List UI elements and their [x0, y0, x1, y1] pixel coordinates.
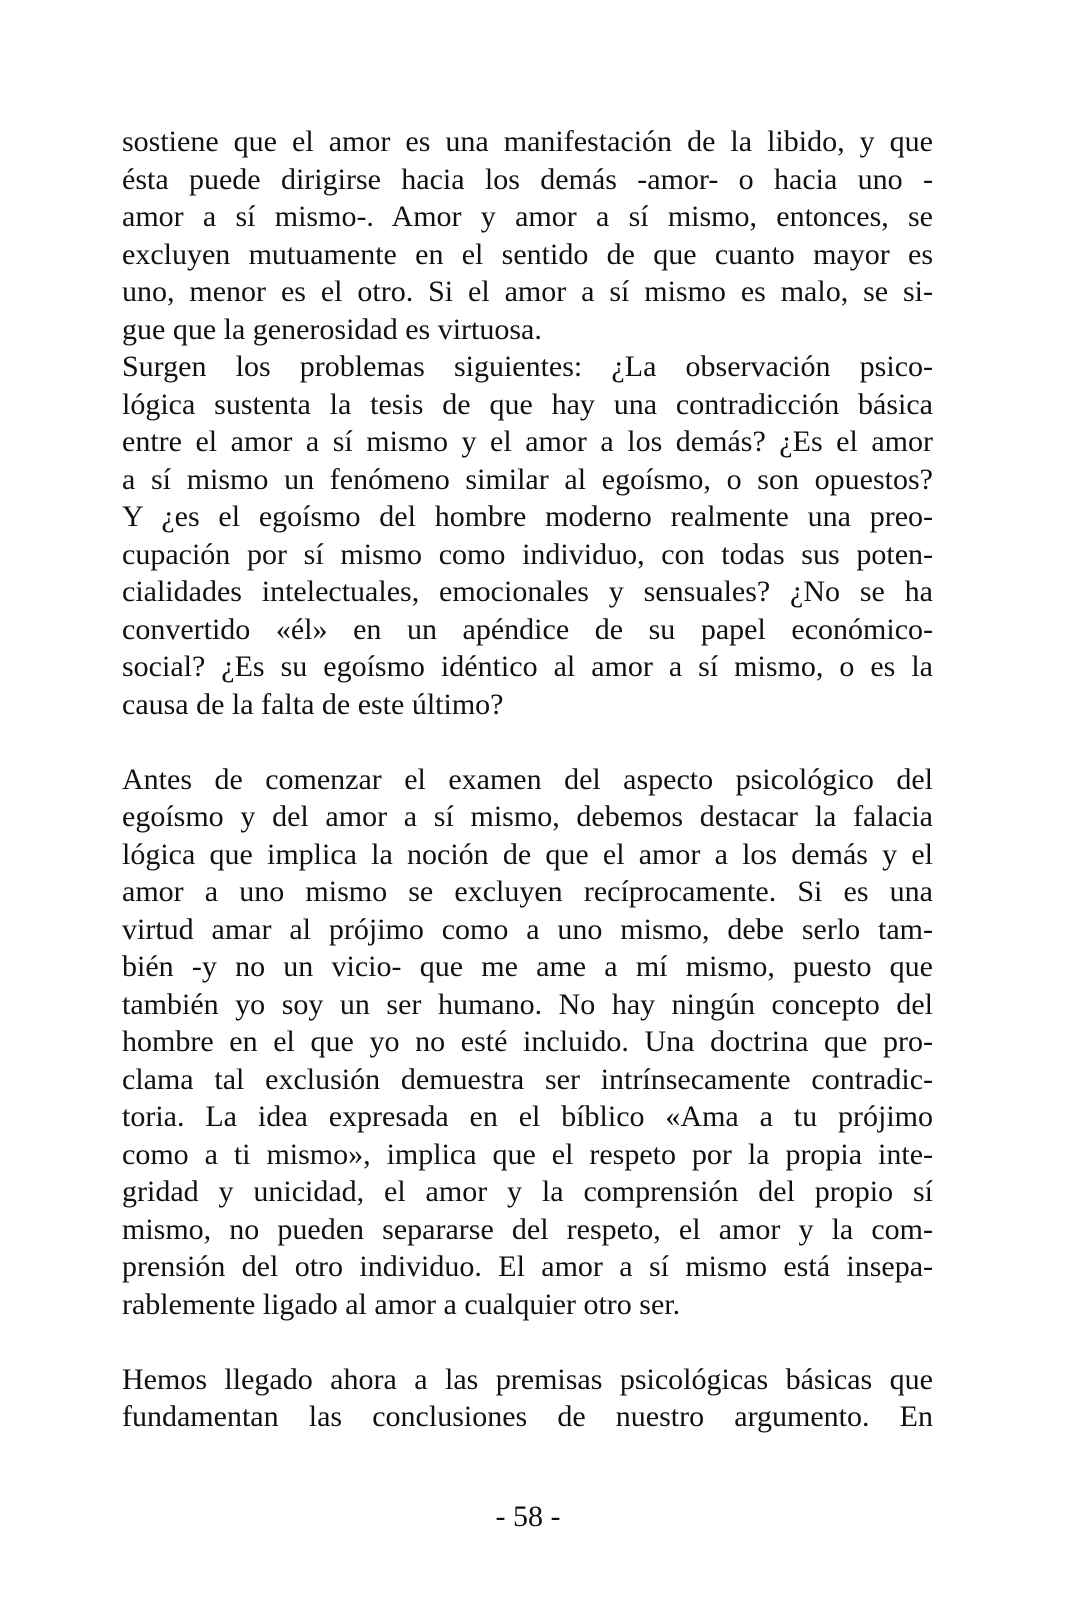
body-text — [122, 123, 933, 1436]
text-line: Surgen los problemas siguientes: ¿La observación psico- — [122, 350, 933, 383]
text-line: virtud amar al prójimo como a uno mismo, debe serlo tam- — [122, 912, 933, 946]
paragraph-gap — [122, 723, 933, 761]
paragraph — [122, 1361, 933, 1436]
text-line: convertido «él» en un apéndice de su papel económico- — [122, 612, 933, 646]
text-line: mismo, no pueden separarse del respeto, el amor y la com- — [122, 1212, 933, 1246]
page-number: - 58 - — [495, 1500, 561, 1533]
text-line: toria. La idea expresada en el bíblico «Ama a tu prójimo — [122, 1100, 933, 1133]
text-line: gue que la generosidad es virtuosa. — [122, 312, 542, 346]
text-line: ésta puede dirigirse hacia los demás -amor- o hacia uno - — [122, 162, 933, 196]
text-line: lógica sustenta la tesis de que hay una contradicción básica — [122, 387, 933, 421]
paragraph-gap — [122, 1323, 933, 1361]
text-line: Hemos llegado ahora a las premisas psicológicas básicas que — [122, 1362, 933, 1396]
text-line: sostiene que el amor es una manifestación de la libido, y que — [122, 125, 933, 158]
text-line: también yo soy un ser humano. No hay ningún concepto del — [122, 987, 933, 1021]
text-line: hombre en el que yo no esté incluido. Una doctrina que pro- — [122, 1025, 933, 1058]
text-line: egoísmo y del amor a sí mismo, debemos destacar la falacia — [122, 800, 933, 833]
text-line: uno, menor es el otro. Si el amor a sí mismo es malo, se si- — [122, 275, 933, 308]
text-line: excluyen mutuamente en el sentido de que cuanto mayor es — [122, 237, 933, 271]
text-line: entre el amor a sí mismo y el amor a los demás? ¿Es el amor — [122, 425, 933, 458]
text-line: amor a sí mismo-. Amor y amor a sí mismo, entonces, se — [122, 200, 933, 233]
text-line: amor a uno mismo se excluyen recíprocamente. Si es una — [122, 875, 933, 908]
text-line: prensión del otro individuo. El amor a sí mismo está insepa- — [122, 1250, 933, 1283]
text-line: causa de la falta de este último? — [122, 687, 504, 721]
text-line: social? ¿Es su egoísmo idéntico al amor a sí mismo, o es la — [122, 650, 933, 683]
text-line: gridad y unicidad, el amor y la comprensión del propio sí — [122, 1175, 933, 1208]
text-line: clama tal exclusión demuestra ser intrínsecamente contradic- — [122, 1062, 933, 1096]
paragraph — [122, 123, 933, 348]
paragraph — [122, 348, 933, 723]
text-line: cupación por sí mismo como individuo, con todas sus poten- — [122, 537, 933, 571]
text-line: a sí mismo un fenómeno similar al egoísmo, o son opuestos? — [122, 462, 933, 496]
text-line: lógica que implica la noción de que el amor a los demás y el — [122, 837, 933, 871]
text-line: Antes de comenzar el examen del aspecto psicológico del — [122, 762, 933, 796]
text-line: Y ¿es el egoísmo del hombre moderno realmente una preo- — [122, 500, 933, 533]
text-line: bién -y no un vicio- que me ame a mí mismo, puesto que — [122, 950, 933, 983]
paragraph — [122, 761, 933, 1324]
text-line: como a ti mismo», implica que el respeto por la propia inte- — [122, 1137, 933, 1171]
text-line: fundamentan las conclusiones de nuestro argumento. En — [122, 1400, 933, 1433]
text-line: rablemente ligado al amor a cualquier otro ser. — [122, 1287, 681, 1321]
text-line: cialidades intelectuales, emocionales y sensuales? ¿No se ha — [122, 575, 933, 608]
